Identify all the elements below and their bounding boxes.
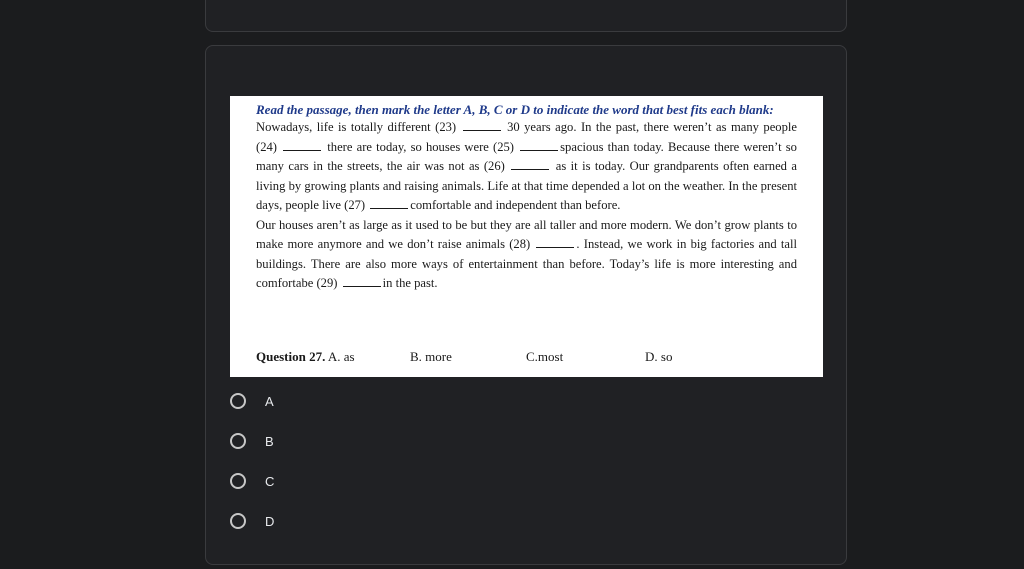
p2-text-2: . Instead, we work in big factories and tall buildings. There are also more ways of entertainment than before. Today’s life is more interesting and comfortabe (29): [256, 237, 797, 290]
blank-27: [370, 196, 408, 209]
blank-24: [283, 138, 321, 151]
choice-c-text: C.most: [526, 349, 564, 364]
option-b-label: B: [265, 433, 274, 449]
p1-text-5: as it is today. Our grandparents often earned a living by growing plants and raising animals. Life at that time depended a lot on the weather. In the present days, people live (27): [256, 159, 798, 212]
option-d[interactable]: [230, 509, 274, 533]
p2-text-1: Our houses aren’t as large as it used to be but they are all taller and more modern. We don’t grow plants to make more anymore and we don’t raise animals (28): [256, 217, 797, 251]
paragraph-1: [256, 118, 797, 216]
radio-circle-icon[interactable]: [230, 513, 246, 529]
blank-28: [536, 235, 574, 248]
radio-circle-icon[interactable]: [230, 473, 246, 489]
option-a[interactable]: [230, 389, 274, 413]
p1-text-2: 30 years ago. In the past, there weren’t as many people (24): [256, 120, 797, 154]
radio-circle-icon[interactable]: [230, 393, 246, 409]
radio-circle-icon[interactable]: [230, 433, 246, 449]
p1-text-3: there are today, so houses were (25): [327, 139, 514, 154]
question-label: Question 27. A. as: [256, 349, 355, 364]
choice-b-text: B. more: [410, 349, 452, 364]
choice-d-text: D. so: [645, 349, 673, 364]
p2-text-3: in the past.: [382, 276, 438, 290]
option-c-label: C: [265, 473, 275, 489]
option-d-label: D: [265, 513, 275, 529]
p1-text-4: spacious than today. Because there weren’t so many cars in the streets, the air was not as (26): [256, 139, 797, 173]
blank-29: [343, 274, 381, 287]
instruction-text: Read the passage, then mark the letter A, B, C or D to indicate the word that best fits each blank:: [256, 102, 774, 117]
passage-image: [230, 96, 823, 377]
p1-text-1: Nowadays, life is totally different (23): [256, 120, 457, 134]
option-c[interactable]: [230, 469, 274, 493]
choice-a-text: A. as: [327, 349, 355, 364]
option-a-label: A: [265, 393, 274, 409]
option-b[interactable]: [230, 429, 274, 453]
blank-23: [463, 118, 501, 131]
previous-question-card: [205, 0, 847, 32]
blank-25: [520, 138, 558, 151]
blank-26: [511, 157, 549, 170]
p1-text-6: comfortable and independent than before.: [410, 198, 621, 212]
paragraph-2: [256, 216, 797, 294]
